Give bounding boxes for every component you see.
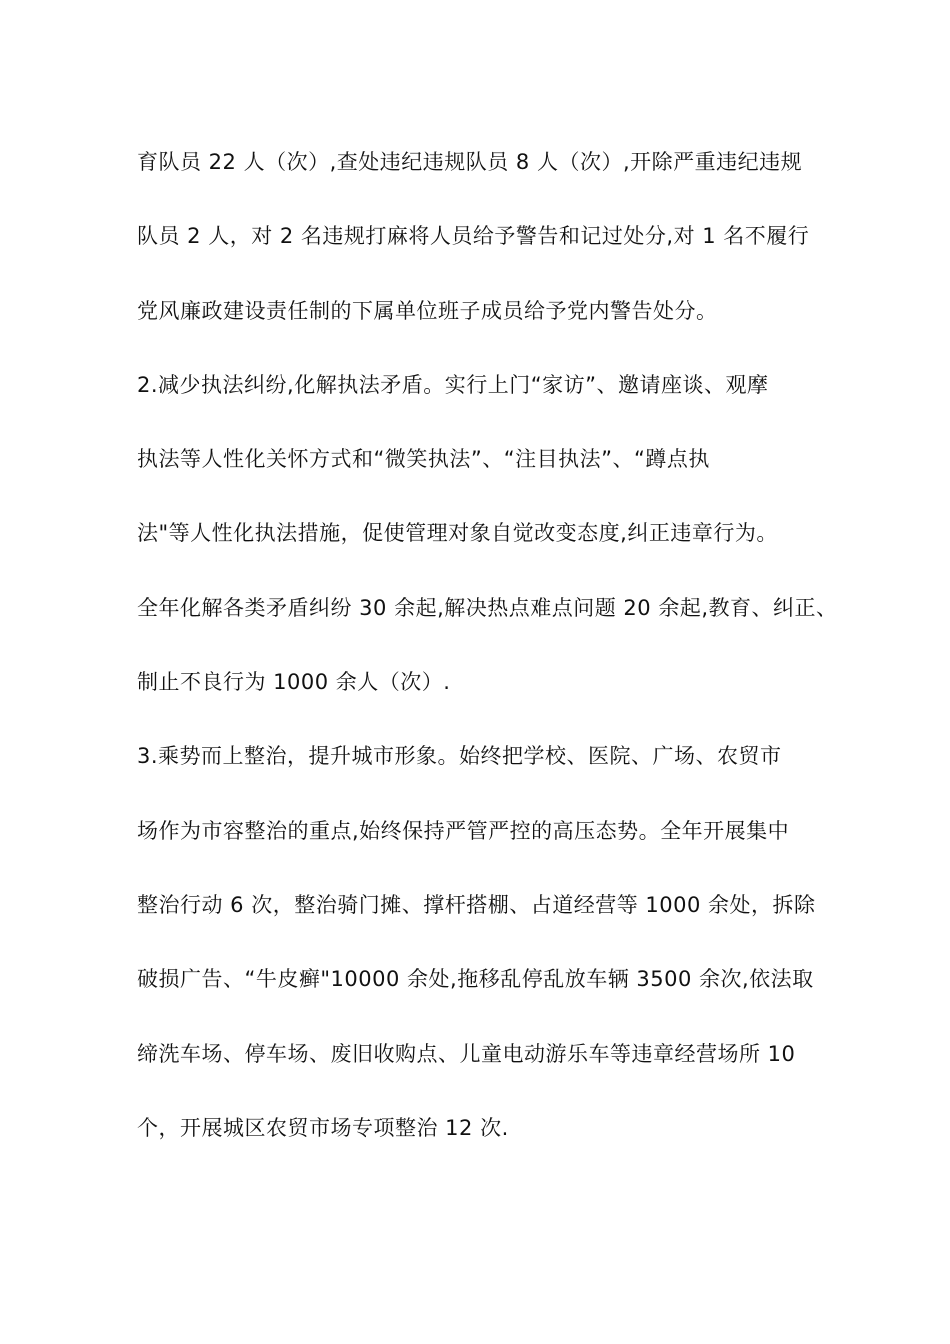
text-line: 队员 2 人，对 2 名违规打麻将人员给予警告和记过处分,对 1 名不履行	[137, 224, 810, 249]
document-body	[137, 141, 838, 1181]
text-line: 党风廉政建设责任制的下属单位班子成员给予党内警告处分。	[137, 298, 718, 323]
text-line: 场作为市容整治的重点,始终保持严管严控的高压态势。全年开展集中	[137, 818, 790, 843]
text-line: 制止不良行为 1000 余人（次）.	[137, 670, 451, 695]
text-line: 执法等人性化关怀方式和“微笑执法”、“注目执法”、“蹲点执	[137, 447, 710, 472]
text-line: 破损广告、“牛皮癣"10000 余处,拖移乱停乱放车辆 3500 余次,依法取	[137, 967, 814, 992]
text-line: 法"等人性化执法措施，促使管理对象自觉改变态度,纠正违章行为。	[137, 521, 778, 546]
paragraph-3-line: 3.乘势而上整治，提升城市形象。始终把学校、医院、广场、农贸市	[137, 744, 782, 769]
text-line: 个，开展城区农贸市场专项整治 12 次.	[137, 1115, 509, 1140]
text-line: 缔洗车场、停车场、废旧收购点、儿童电动游乐车等违章经营场所 10	[137, 1041, 796, 1066]
paragraph-2-line: 2.减少执法纠纷,化解执法矛盾。实行上门“家访”、邀请座谈、观摩	[137, 372, 769, 397]
text-line: 整治行动 6 次，整治骑门摊、撑杆搭棚、占道经营等 1000 余处，拆除	[137, 892, 816, 917]
text-line: 全年化解各类矛盾纠纷 30 余起,解决热点难点问题 20 余起,教育、纠正、	[137, 595, 838, 620]
text-line: 育队员 22 人（次）,查处违纪违规队员 8 人（次）,开除严重违纪违规	[137, 150, 803, 174]
